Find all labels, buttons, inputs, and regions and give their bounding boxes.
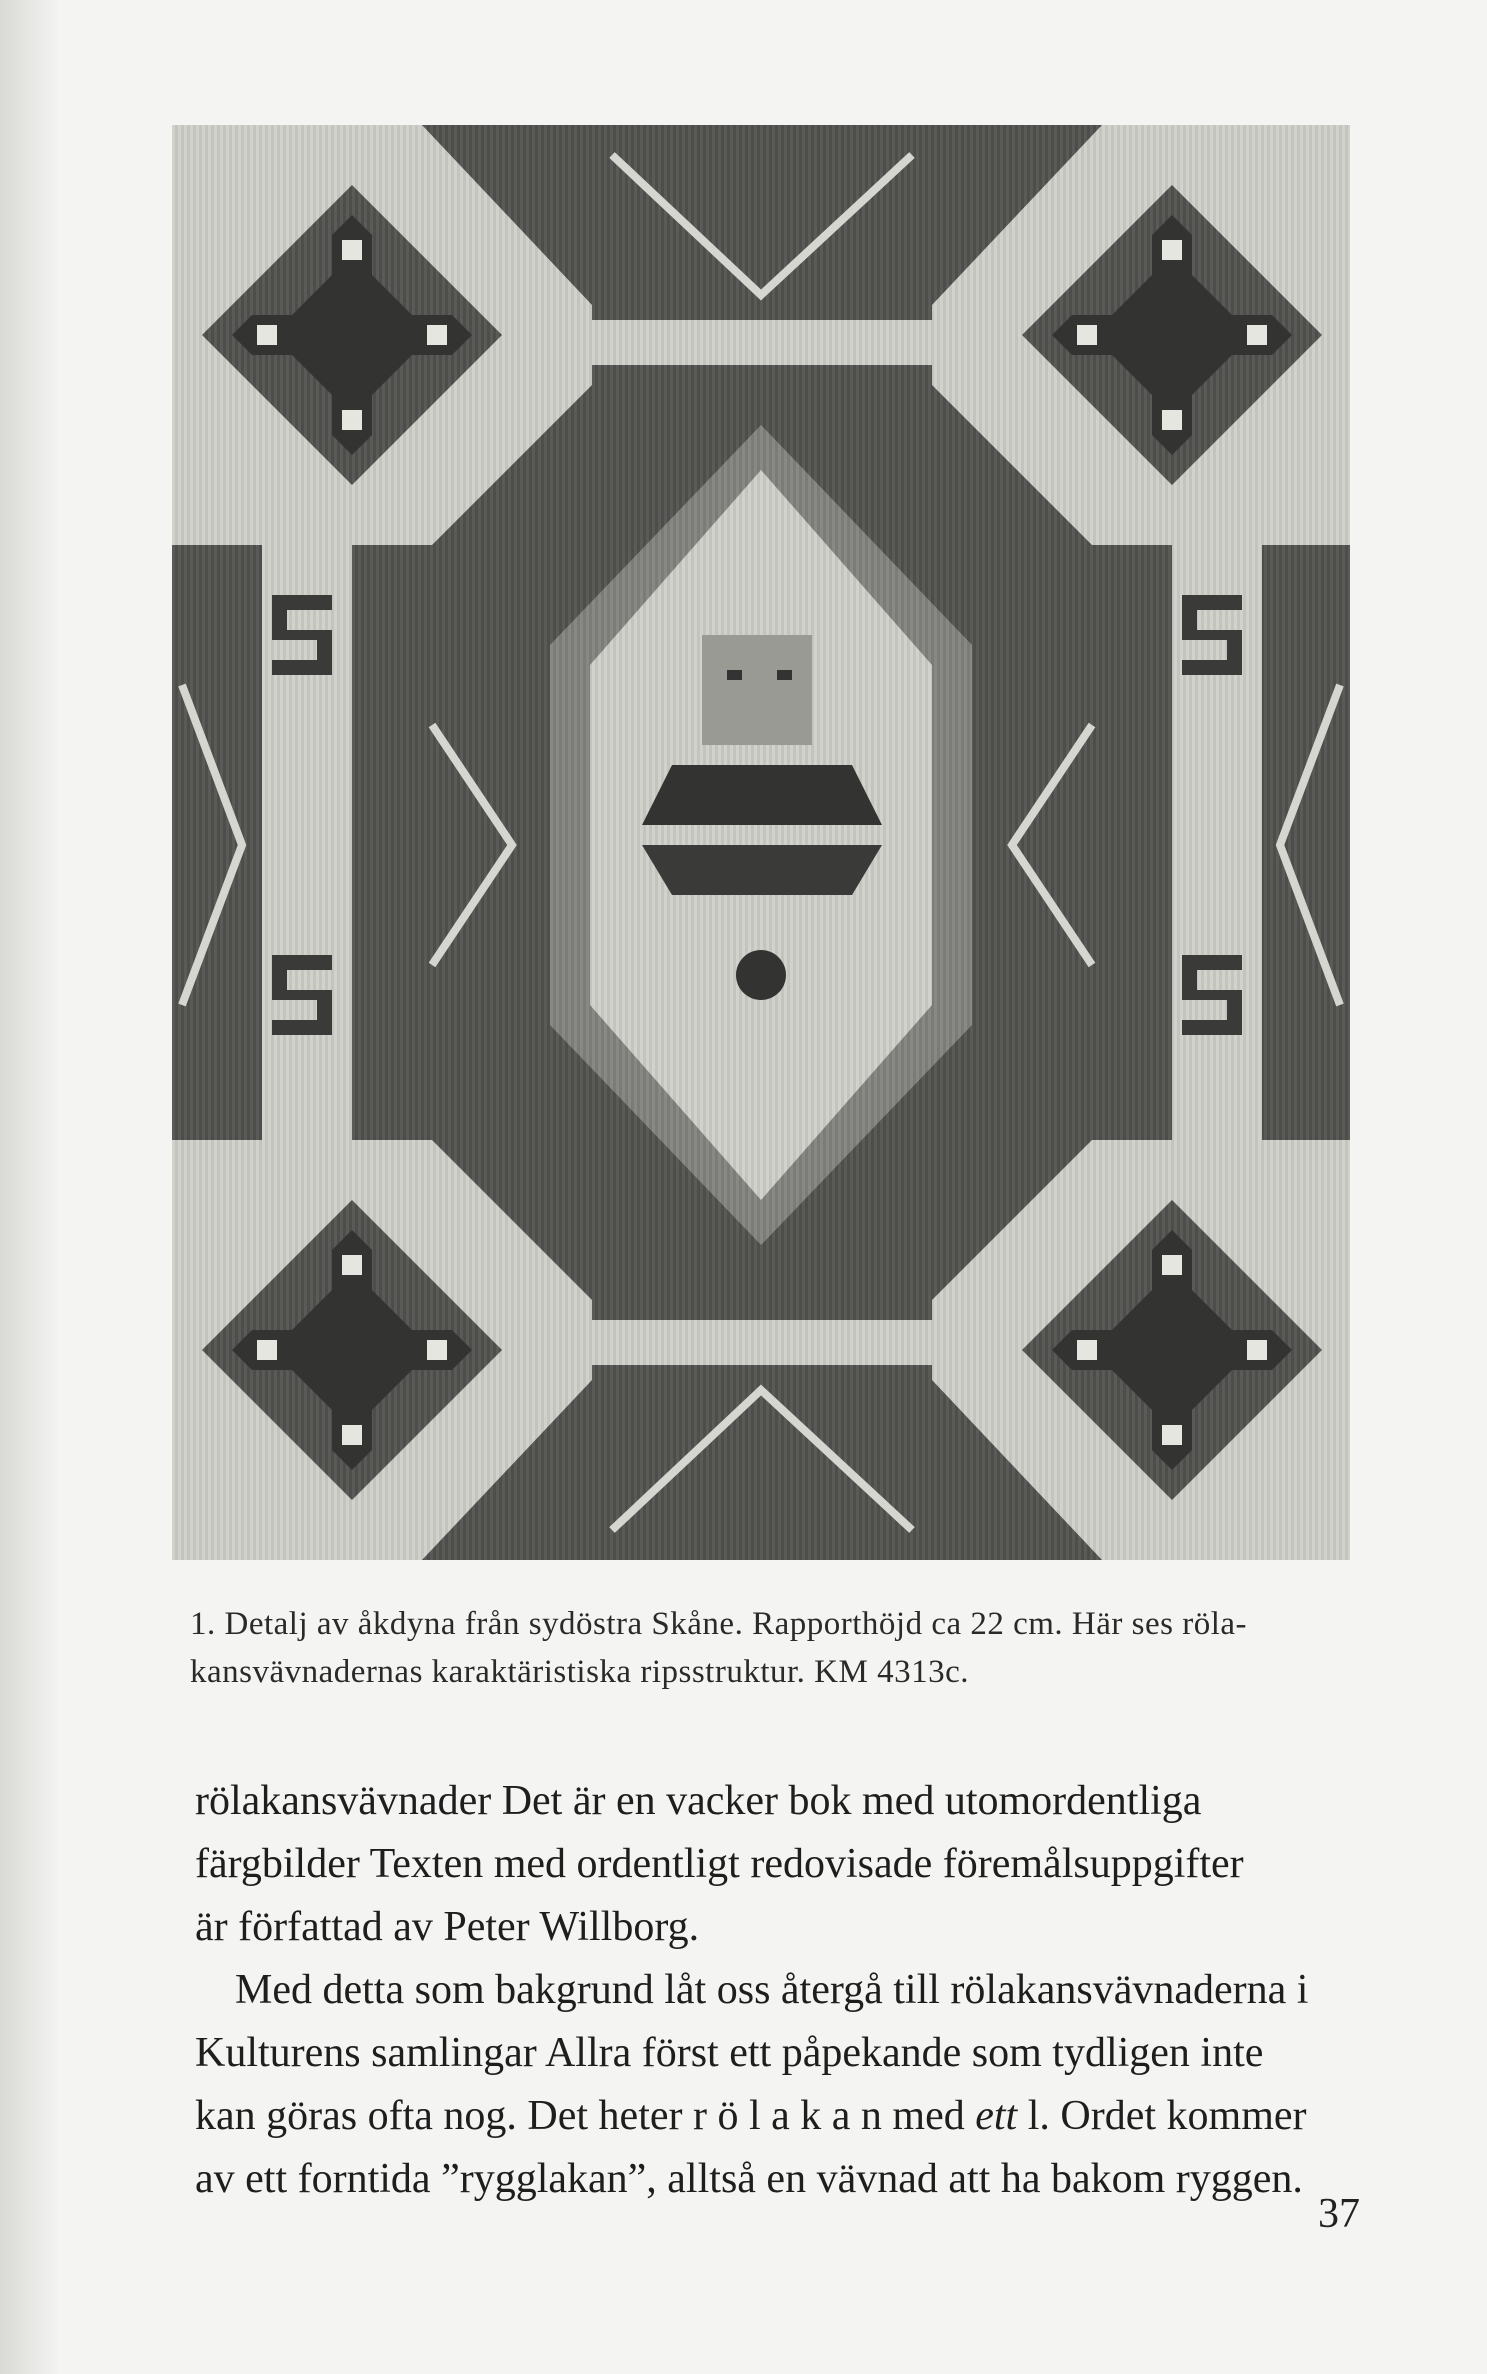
paragraph-2: [195, 1959, 1355, 2211]
text-line: l. Ordet kommer: [1017, 2093, 1307, 2139]
text-line: är författad av Peter Willborg.: [195, 1904, 700, 1950]
paragraph-1: [195, 1770, 1355, 1959]
textile-photograph: [172, 125, 1350, 1560]
italic-word: ett: [975, 2093, 1018, 2139]
text-line: Kulturens samlingar Allra först ett påpekande som tydligen inte: [195, 2030, 1264, 2076]
text-line: Med detta som bakgrund låt oss återgå till rölakansvävnaderna i: [235, 1967, 1309, 2013]
page-number: 37: [1318, 2191, 1360, 2237]
text-line: kan göras ofta nog. Det heter r ö l a k a n med: [195, 2093, 976, 2139]
rolakan-weave-image: [172, 125, 1350, 1560]
text-line: rölakansvävnader Det är en vacker bok med utomordentliga: [195, 1778, 1202, 1824]
text-line: av ett forntida ”rygglakan”, alltså en vävnad att ha bakom ryggen.: [195, 2156, 1303, 2202]
body-text: [195, 1770, 1355, 2211]
caption-line: 1. Detalj av åkdyna från sydöstra Skåne. Rapporthöjd ca 22 cm. Här ses röla-: [190, 1606, 1248, 1642]
page-gutter-shadow: [0, 0, 60, 2374]
figure-caption: [190, 1600, 1360, 1696]
text-line: färgbilder Texten med ordentligt redovisade föremålsuppgifter: [195, 1841, 1244, 1887]
caption-line: kansvävnadernas karaktäristiska ripsstruktur. KM 4313c.: [190, 1654, 969, 1690]
